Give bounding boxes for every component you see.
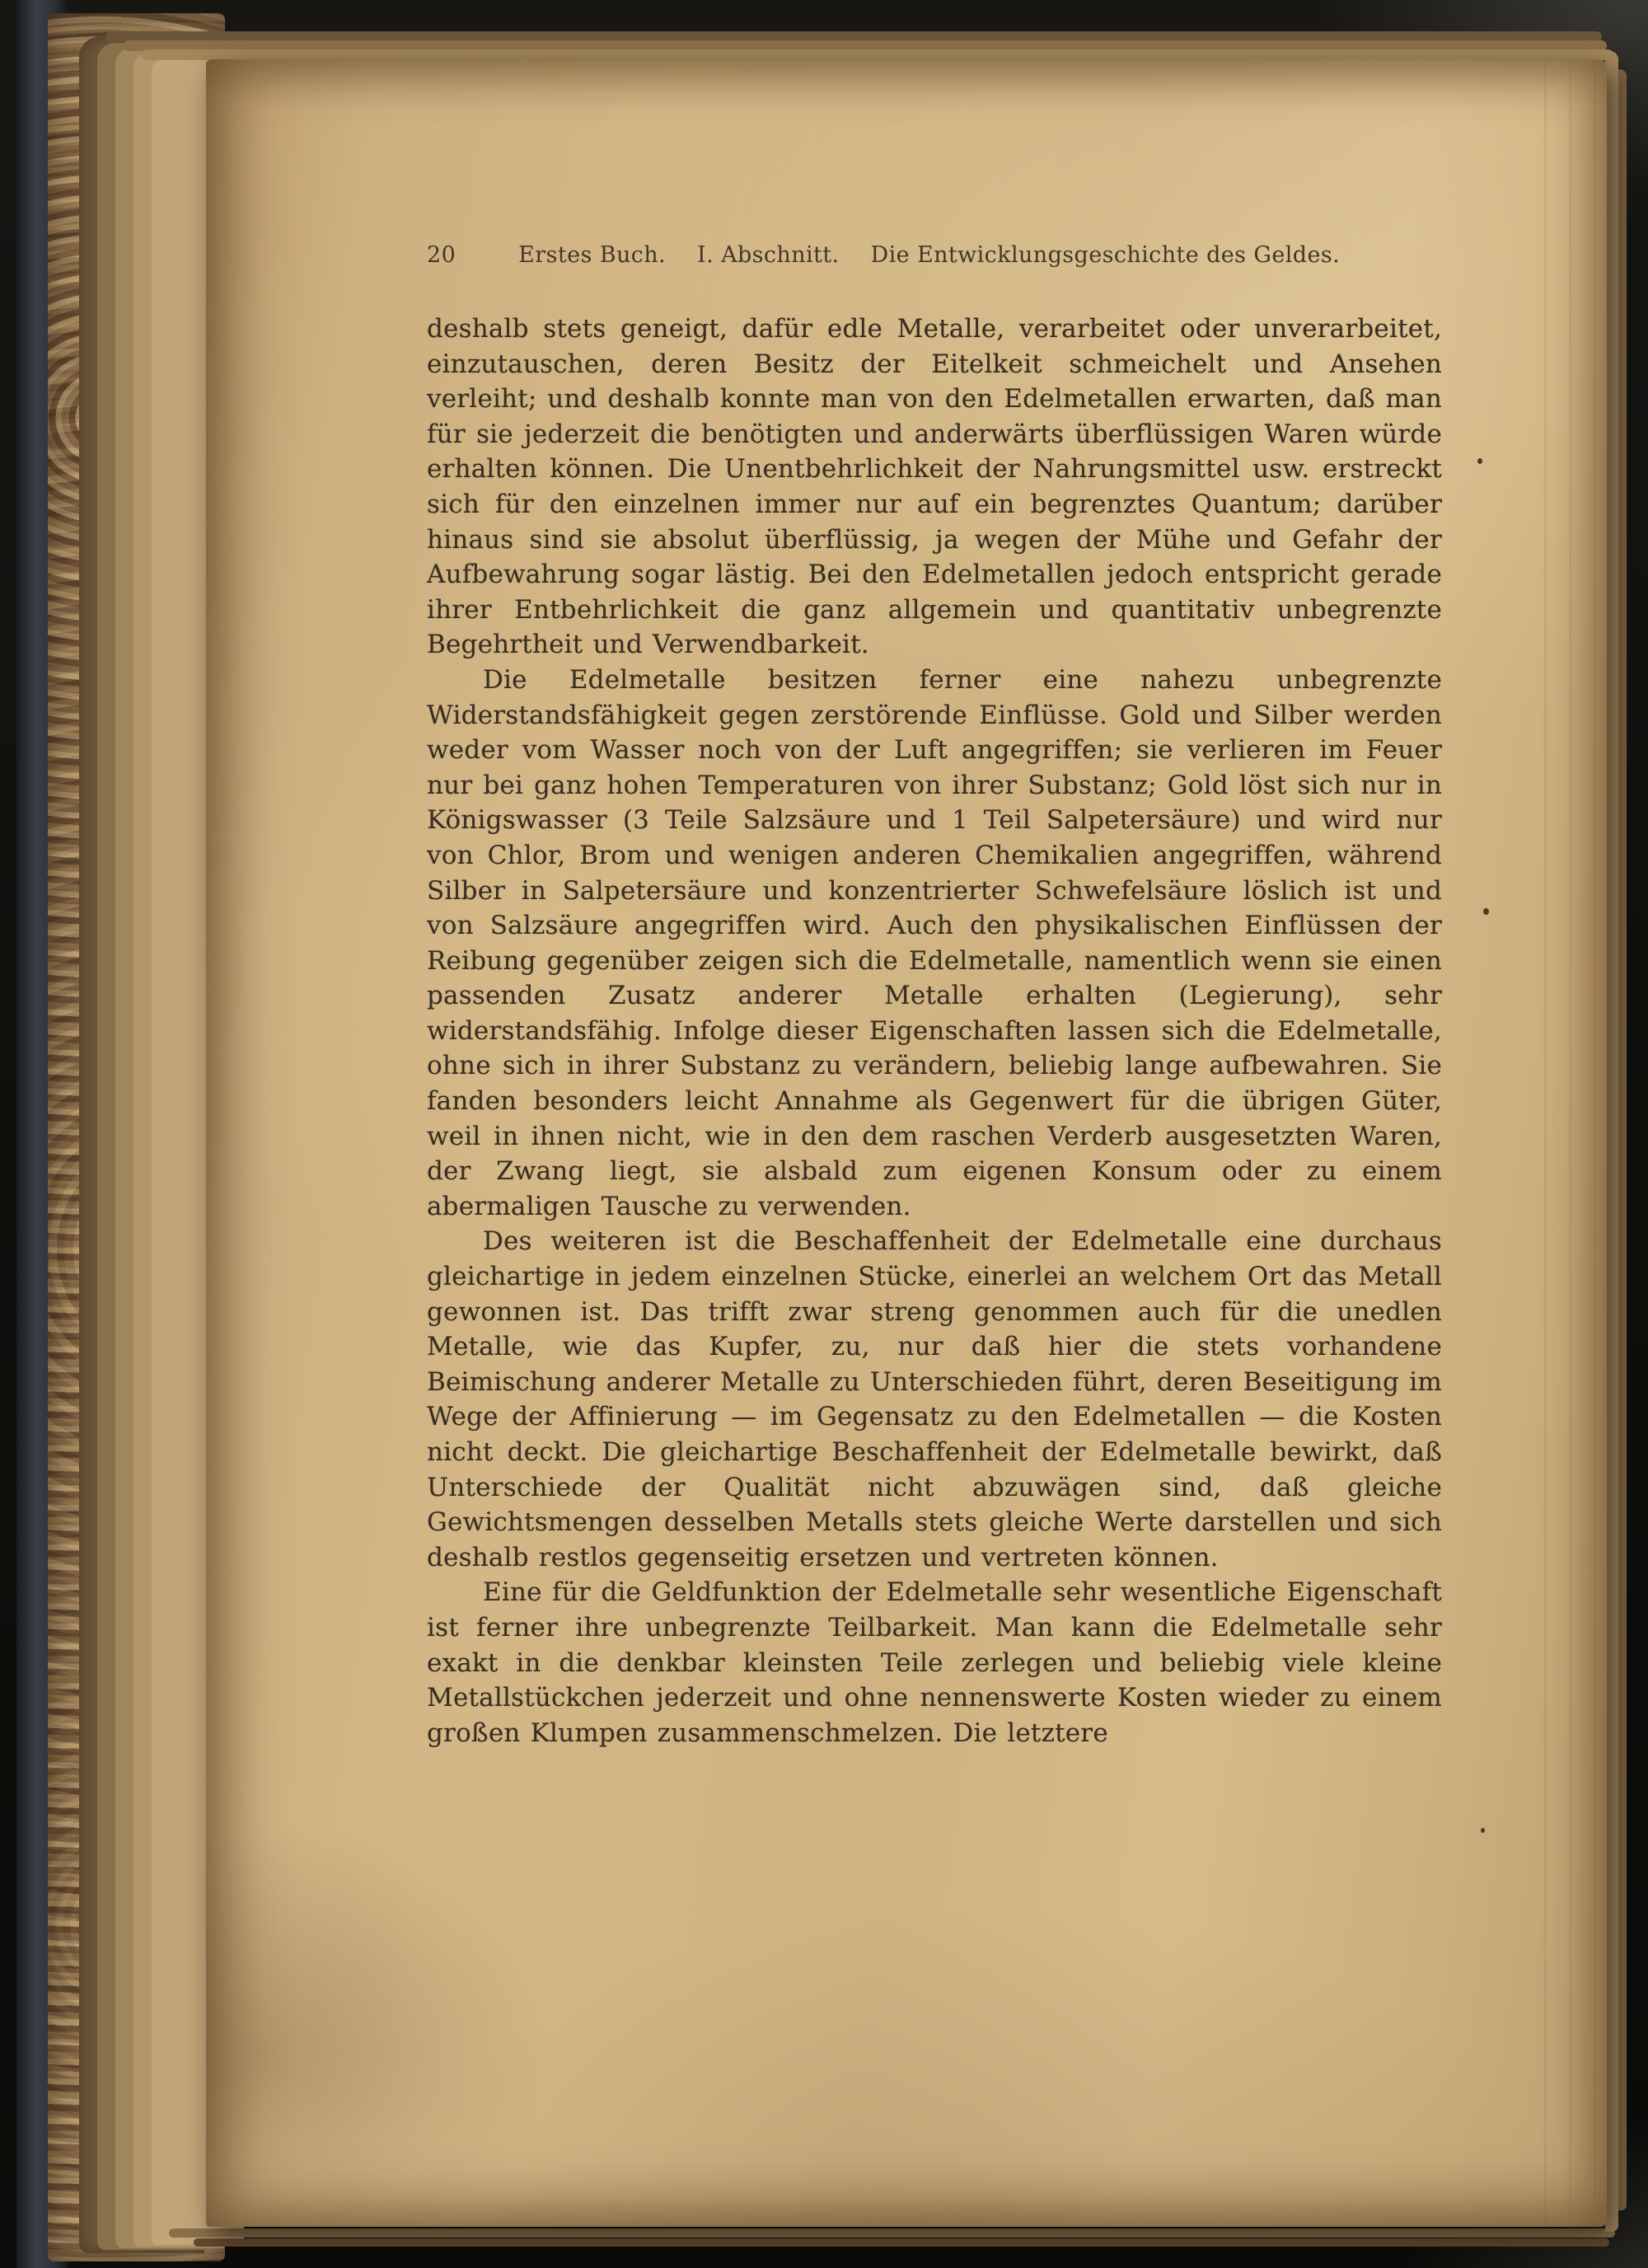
paragraph: Die Edelmetalle besitzen ferner eine nahezu unbegrenzte Widerstandsfähigkeit gegen zerstörende Einflüsse. Gold und Silber werden weder vom Wasser noch von der Luft angegriffen; sie verlieren im Feuer nur bei ganz hohen Temperaturen von ihrer Substanz; Gold löst sich nur in Königswasser (3 Teile Salzsäure und 1 Teil Salpetersäure) und wird nur von Chlor, Brom und wenigen anderen Chemikalien angegriffen, während Silber in Salpetersäure und konzentrierter Schwefelsäure löslich ist und von Salzsäure angegriffen wird. Auch den physikalischen Einflüssen der Reibung gegenüber zeigen sich die Edelmetalle, namentlich wenn sie einen passenden Zusatz anderer Metalle erhalten (Legierung), sehr widerstandsfähig. Infolge dieser Eigenschaften lassen sich die Edelmetalle, ohne sich in ihrer Substanz zu verändern, beliebig lange aufbewahren. Sie fanden besonders leicht Annahme als Gegenwert für die übrigen Güter, weil in ihnen nicht, wie in den dem raschen Verderb ausgesetzten Waren, der Zwang liegt, sie alsbald zum eigenen Konsum oder zu einem abermaligen Tausche zu verwenden. [427, 664, 1442, 1221]
body-text [427, 312, 1442, 1750]
header-book: Erstes Buch. [518, 242, 667, 268]
header-chapter: Die Entwicklungsgeschichte des Geldes. [870, 242, 1341, 268]
paragraph: Eine für die Geldfunktion der Edelmetalle sehr wesentliche Eigenschaft ist ferner ihre unbegrenzte Teilbarkeit. Man kann die Edelmetalle sehr exakt in die denkbar kleinsten Teile zerlegen und beliebig viele kleine Metallstückchen jederzeit und ohne nennenswerte Kosten wieder zu einem großen Klumpen zusammenschmelzen. Die letztere [427, 1577, 1442, 1748]
book-page [206, 59, 1607, 2227]
ink-speck [1477, 458, 1482, 464]
paragraph: deshalb stets geneigt, dafür edle Metalle, verarbeitet oder unverarbeitet, einzutauschen, deren Besitz der Eitelkeit schmeichelt und Ansehen verleiht; und deshalb konnte man von den Edelmetallen erwarten, daß man für sie jederzeit die benötigten und anderwärts überflüssigen Waren würde erhalten können. Die Unentbehrlichkeit der Nahrungsmittel usw. erstreckt sich für den einzelnen immer nur auf ein begrenztes Quantum; darüber hinaus sind sie absolut überflüssig, ja wegen der Mühe und Gefahr der Aufbewahrung sogar lästig. Bei den Edelmetallen jedoch entspricht gerade ihrer Entbehrlichkeit die ganz allgemein und quantitativ unbegrenzte Begehrtheit und Verwendbarkeit. [427, 314, 1442, 660]
page-edge-right [1618, 69, 1627, 2210]
page-number: 20 [427, 242, 456, 268]
page-edge-bottom [169, 2228, 1615, 2238]
page-fore-edge-crease [1533, 59, 1607, 2227]
running-head [427, 242, 1442, 268]
header-section: I. Abschnitt. [697, 242, 840, 268]
page-edge-right [1605, 51, 1618, 2232]
page-edge-bottom [194, 2238, 1609, 2247]
ink-speck [1481, 1828, 1485, 1833]
paragraph: Des weiteren ist die Beschaffenheit der Edelmetalle eine durchaus gleichartige in jedem einzelnen Stücke, einerlei an welchem Ort das Metall gewonnen ist. Das trifft zwar streng genommen auch für die unedlen Metalle, wie das Kupfer, zu, nur daß hier die stets vorhandene Beimischung anderer Metalle zu Unterschieden führt, deren Beseitigung im Wege der Affinierung — im Gegensatz zu den Edelmetallen — die Kosten nicht deckt. Die gleichartige Beschaffenheit der Edelmetalle bewirkt, daß Unterschiede der Qualität nicht abzuwägen sind, daß gleiche Gewichtsmengen desselben Metalls stets gleiche Werte darstellen und sich deshalb restlos gegenseitig ersetzen und vertreten können. [427, 1226, 1442, 1572]
ink-speck [1483, 908, 1489, 915]
